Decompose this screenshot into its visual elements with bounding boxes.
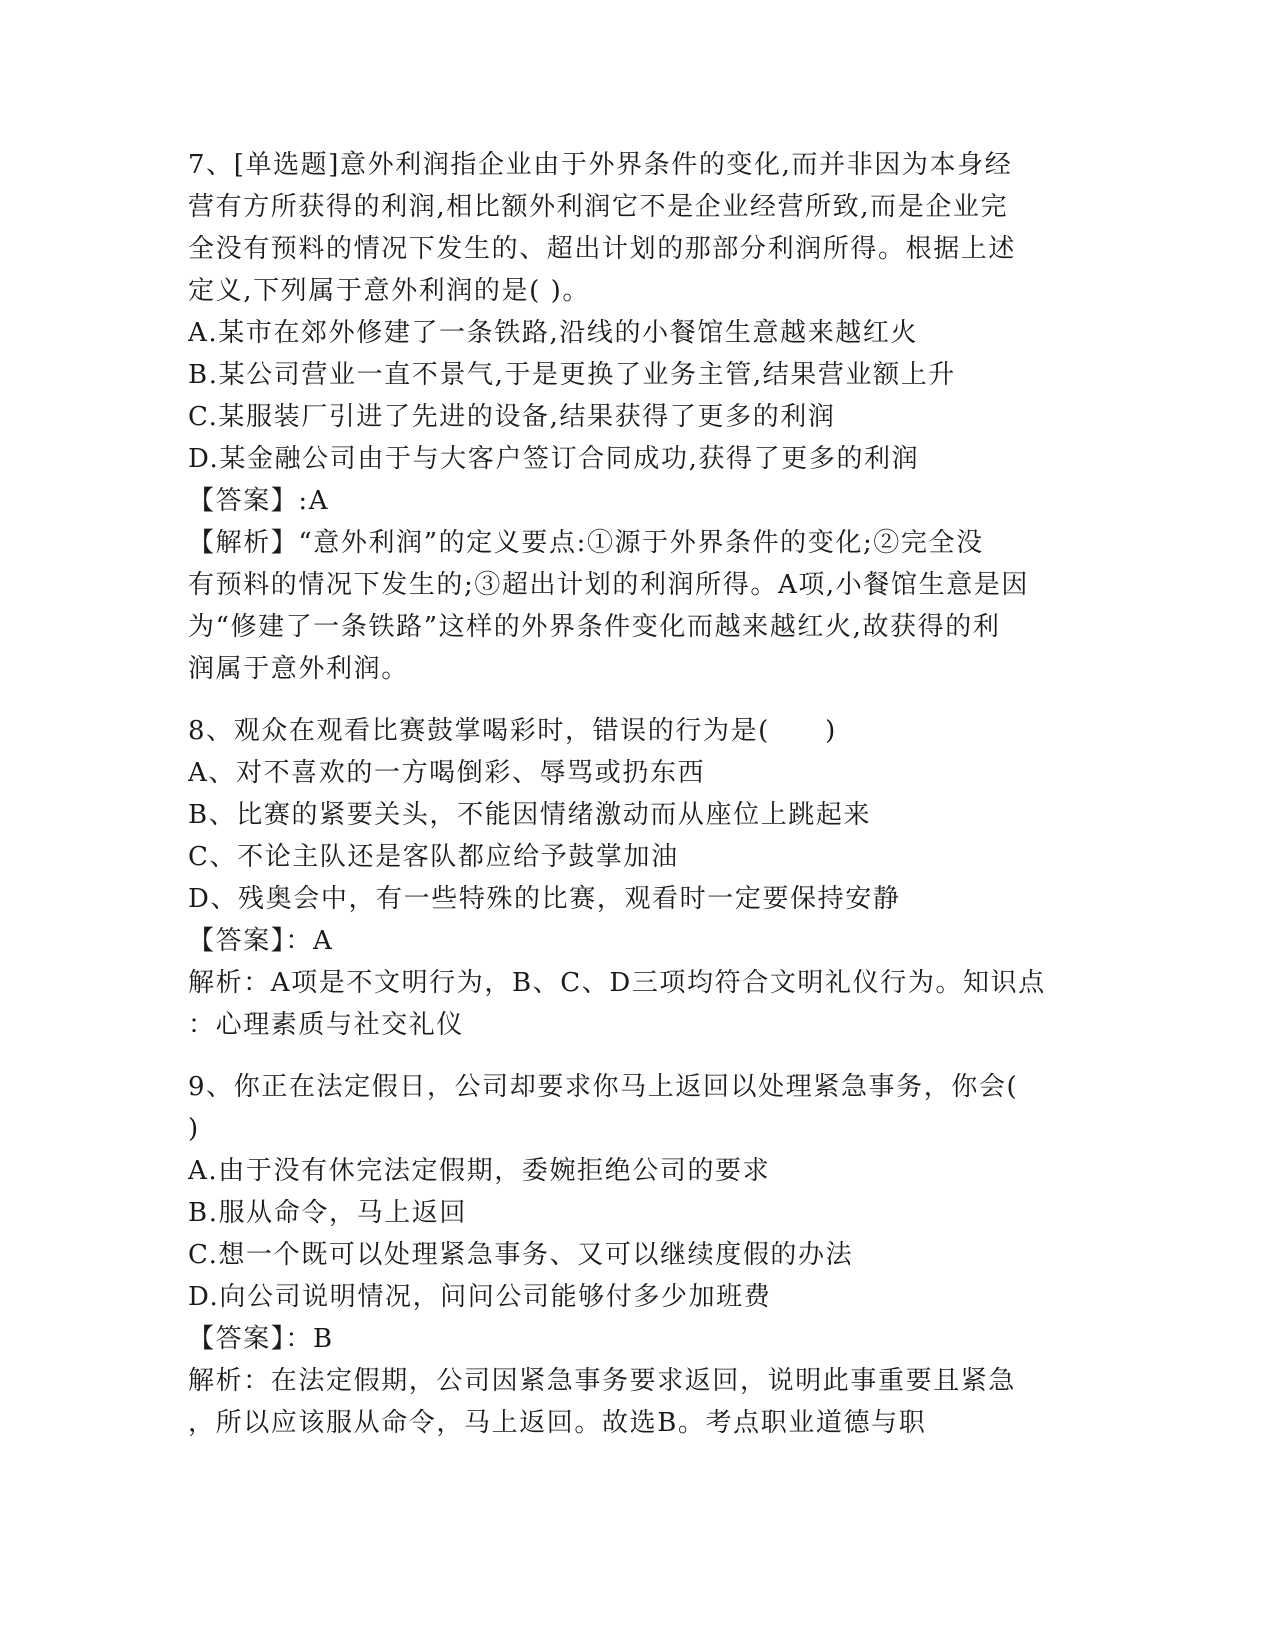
question-7-analysis-line-4: 润属于意外利润。 bbox=[188, 654, 409, 684]
question-7-option-c: C.某服装厂引进了先进的设备,结果获得了更多的利润 bbox=[188, 402, 836, 432]
question-8-stem-line-1: 8、观众在观看比赛鼓掌喝彩时，错误的行为是( ) bbox=[188, 716, 837, 746]
question-8-option-d: D、残奥会中，有一些特殊的比赛，观看时一定要保持安静 bbox=[188, 884, 901, 914]
question-9-analysis-line-1: 解析：在法定假期，公司因紧急事务要求返回，说明此事重要且紧急 bbox=[188, 1366, 1017, 1396]
question-8 bbox=[188, 710, 1088, 1046]
question-9-stem-line-2: ) bbox=[188, 1114, 200, 1144]
question-9-analysis-line-2: ，所以应该服从命令，马上返回。故选B。考点职业道德与职 bbox=[188, 1408, 927, 1438]
question-9-stem-line-1: 9、你正在法定假日，公司却要求你马上返回以处理紧急事务，你会( bbox=[188, 1072, 1019, 1102]
question-spacer bbox=[188, 1046, 1088, 1066]
question-9-option-a: A.由于没有休完法定假期，委婉拒绝公司的要求 bbox=[188, 1156, 771, 1186]
question-7 bbox=[188, 144, 1088, 690]
question-9-option-b: B.服从命令，马上返回 bbox=[188, 1198, 467, 1228]
question-spacer bbox=[188, 690, 1088, 710]
question-7-stem-line-4: 定义,下列属于意外利润的是( )。 bbox=[188, 276, 591, 306]
document-content bbox=[188, 144, 1088, 1444]
question-9-option-d: D.向公司说明情况，问问公司能够付多少加班费 bbox=[188, 1282, 772, 1312]
question-7-option-b: B.某公司营业一直不景气,于是更换了业务主管,结果营业额上升 bbox=[188, 360, 956, 390]
question-8-analysis-line-2: ：心理素质与社交礼仪 bbox=[188, 1010, 465, 1040]
question-9 bbox=[188, 1066, 1088, 1444]
question-8-option-c: C、不论主队还是客队都应给予鼓掌加油 bbox=[188, 842, 679, 872]
question-7-answer: 【答案】:A bbox=[188, 486, 330, 516]
question-8-option-a: A、对不喜欢的一方喝倒彩、辱骂或扔东西 bbox=[188, 758, 706, 788]
question-7-analysis-line-2: 有预料的情况下发生的;③超出计划的利润所得。A项,小餐馆生意是因 bbox=[188, 570, 1030, 600]
question-8-option-b: B、比赛的紧要关头，不能因情绪激动而从座位上跳起来 bbox=[188, 800, 872, 830]
question-7-stem-line-2: 营有方所获得的利润,相比额外利润它不是企业经营所致,而是企业完 bbox=[188, 192, 1009, 222]
question-7-analysis-line-3: 为“修建了一条铁路”这样的外界条件变化而越来越红火,故获得的利 bbox=[188, 612, 1001, 642]
question-7-stem-line-3: 全没有预料的情况下发生的、超出计划的那部分利润所得。根据上述 bbox=[188, 234, 1017, 264]
question-8-analysis-line-1: 解析：A项是不文明行为，B、C、D三项均符合文明礼仪行为。知识点 bbox=[188, 968, 1046, 998]
question-9-answer: 【答案】：B bbox=[188, 1324, 334, 1354]
question-7-option-a: A.某市在郊外修建了一条铁路,沿线的小餐馆生意越来越红火 bbox=[188, 318, 919, 348]
question-7-stem-line-1: 7、[单选题]意外利润指企业由于外界条件的变化,而并非因为本身经 bbox=[188, 150, 1013, 180]
question-8-answer: 【答案】：A bbox=[188, 926, 334, 956]
question-9-option-c: C.想一个既可以处理紧急事务、又可以继续度假的办法 bbox=[188, 1240, 854, 1270]
question-7-option-d: D.某金融公司由于与大客户签订合同成功,获得了更多的利润 bbox=[188, 444, 920, 474]
question-7-analysis-line-1: 【解析】“意外利润”的定义要点:①源于外界条件的变化;②完全没 bbox=[188, 528, 984, 558]
